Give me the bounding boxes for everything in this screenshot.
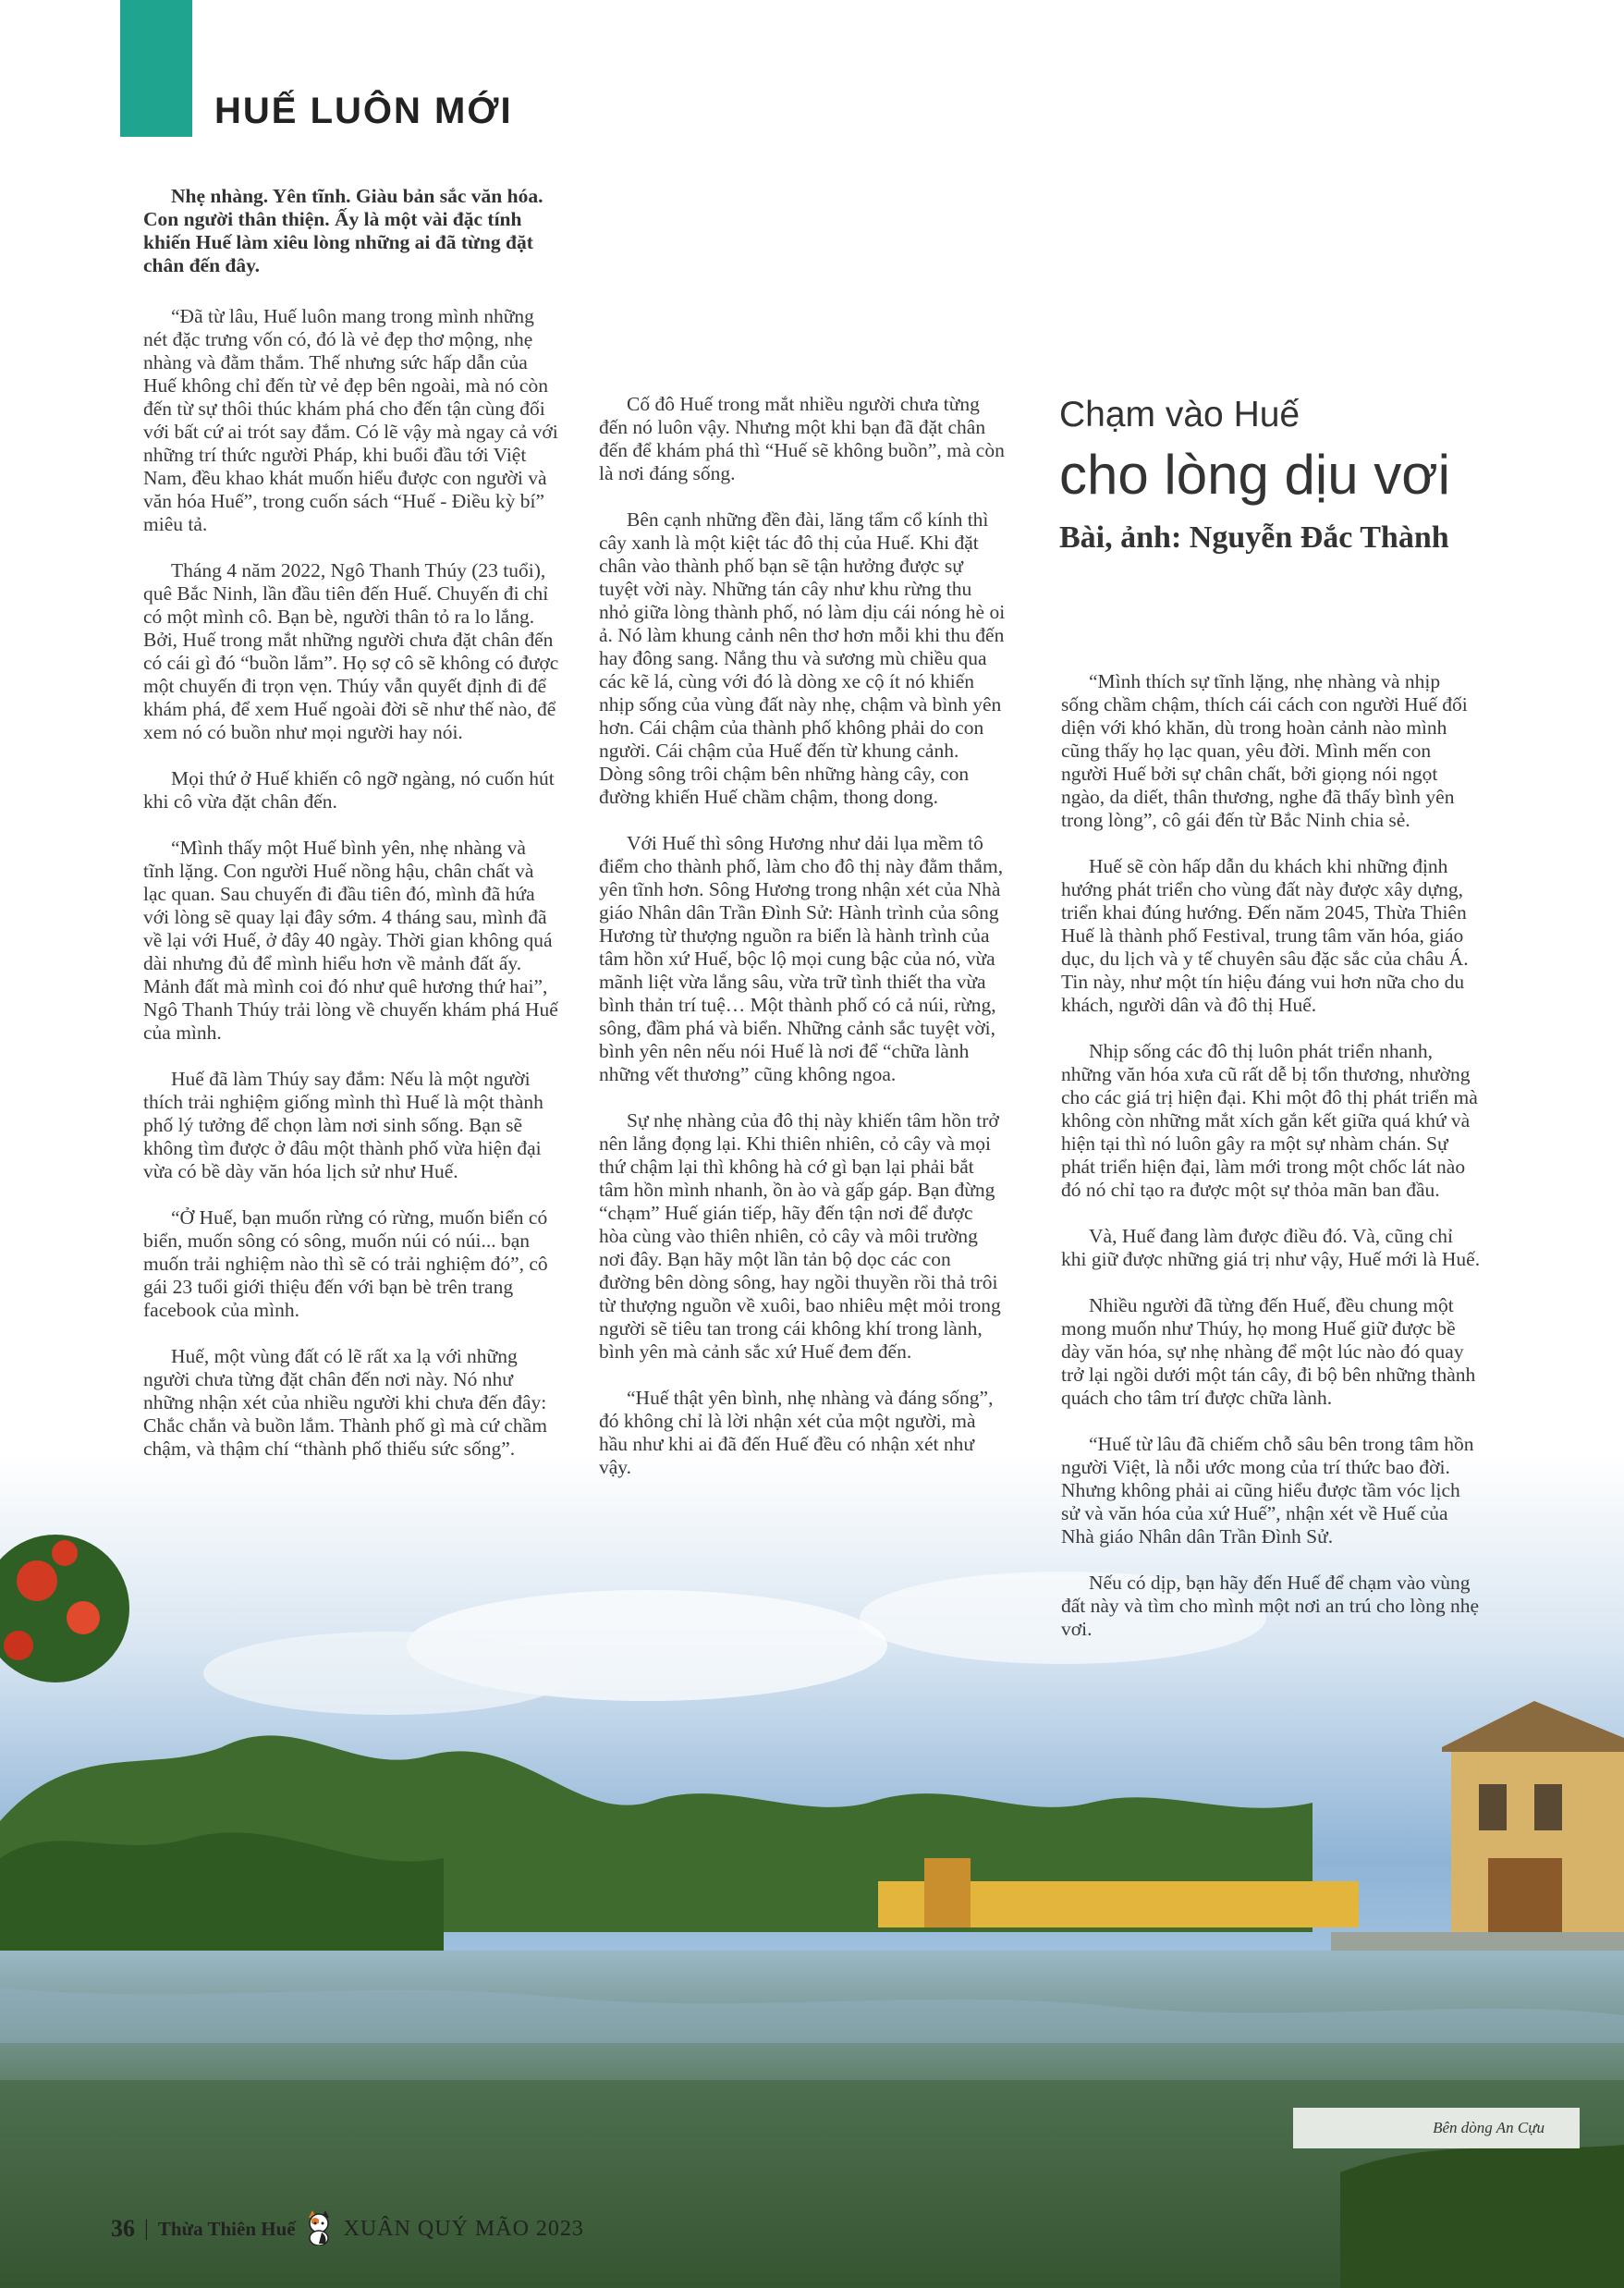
article-column-2 — [599, 393, 1006, 1502]
paragraph: Sự nhẹ nhàng của đô thị này khiến tâm hồn trở nên lắng đọng lại. Khi thiên nhiên, cỏ cây và mọi thứ chậm lại thì không hà cớ gì bạn lại phải bắt tâm hồn mình nhanh, ồn ào và gấp gáp. Bạn đừng “chạm” Huế gián tiếp, hãy đến tận nơi để được hòa cùng vào thiên nhiên, cỏ cây và môi trường nơi đây. Bạn hãy một lần tản bộ dọc các con đường bên dòng sông, hay ngồi thuyền rồi thả trôi từ thượng nguồn về xuôi, bao nhiêu mệt mỏi trong người sẽ tiêu tan trong cái không khí trong lành, bình yên mà cảnh sắc xứ Huế đem đến. — [599, 1109, 1001, 1363]
paragraph: Bên cạnh những đền đài, lăng tẩm cổ kính thì cây xanh là một kiệt tác đô thị của Huế. Khi đặt chân vào thành phố bạn sẽ tận hưởng được sự tuyệt vời này. Những tán cây như khu rừng thu nhỏ giữa lòng thành phố, nó làm dịu cái nóng hè oi ả. Nó làm khung cảnh nên thơ hơn mỗi khi thu đến hay đông sang. Nắng thu và sương mù chiều qua các kẽ lá, cùng với đó là dòng xe cộ ít nó khiến nhịp sống của vùng đất này nhẹ, chậm và bình yên hơn. Cái chậm của thành phố không phải do con người. Cái chậm của Huế đến từ khung cảnh. Dòng sông trôi chậm bên những hàng cây, con đường khiến Huế chầm chậm, thong dong. — [599, 508, 1006, 808]
paragraph: Nhiều người đã từng đến Huế, đều chung một mong muốn như Thúy, họ mong Huế giữ được bề dày văn hóa, sự nhẹ nhàng để một lúc nào đó quay trở lại ngồi dưới một tán cây, đi bộ bên những thành quách cho tâm trí được chữa lành. — [1061, 1294, 1476, 1409]
paragraph: “Mình thích sự tĩnh lặng, nhẹ nhàng và nhịp sống chầm chậm, thích cái cách con người Huế đối diện với khó khăn, dù trong hoàn cảnh nào mình cũng thấy họ lạc quan, yêu đời. Mình mến con người Huế bởi sự chân chất, bởi giọng nói ngọt ngào, da diết, thân thương, nghe đã thấy bình yên trong lòng”, cô gái đến từ Bắc Ninh chia sẻ. — [1061, 670, 1468, 831]
article-byline: Bài, ảnh: Nguyễn Đắc Thành — [1059, 520, 1449, 555]
section-accent-block — [120, 0, 192, 137]
paragraph: Nếu có dịp, bạn hãy đến Huế để chạm vào vùng đất này và tìm cho mình một nơi an trú cho lòng nhẹ vơi. — [1061, 1572, 1480, 1640]
page-number: 36 — [111, 2215, 135, 2242]
paragraph: Cố đô Huế trong mắt nhiều người chưa từng đến nó luôn vậy. Nhưng một khi bạn đã đặt chân đến để khám phá thì “Huế sẽ không buồn”, mà còn là nơi đáng sống. — [599, 393, 1005, 484]
photo-caption: Bên dòng An Cựu — [1293, 2108, 1580, 2148]
paragraph: “Đã từ lâu, Huế luôn mang trong mình những nét đặc trưng vốn có, đó là vẻ đẹp thơ mộng, nhẹ nhàng và đằm thắm. Thế nhưng sức hấp dẫn của Huế không chỉ đến từ vẻ đẹp bên ngoài, mà nó còn đến từ sự thôi thúc khám phá cho đến tận cùng đối với bất cứ ai trót say đắm. Có lẽ vậy mà ngay cả với những trí thức người Pháp, khi buổi đầu tới Việt Nam, đều khao khát muốn hiểu được con người và văn hóa Huế”, trong cuốn sách “Huế - Điều kỳ bí” miêu tả. — [143, 305, 558, 535]
paragraph: “Mình thấy một Huế bình yên, nhẹ nhàng và tĩnh lặng. Con người Huế nồng hậu, chân chất và lạc quan. Sau chuyến đi đầu tiên đó, mình đã hứa với lòng sẽ quay lại đây sớm. 4 tháng sau, mình đã về lại với Huế, ở đây 40 ngày. Thời gian không quá dài nhưng đủ để mình hiểu hơn về mảnh đất ấy. Mảnh đất mà mình coi đó như quê hương thứ hai”, Ngô Thanh Thúy trải lòng về chuyến khám phá Huế của mình. — [143, 837, 558, 1044]
article-lead: Nhẹ nhàng. Yên tĩnh. Giàu bản sắc văn hóa. Con người thân thiện. Ấy là một vài đặc tính khiến Huế làm xiêu lòng những ai đã từng đặt chân đến đây. — [143, 185, 543, 276]
article-title-big: cho lòng dịu vơi — [1059, 444, 1450, 506]
paragraph: “Ở Huế, bạn muốn rừng có rừng, muốn biển có biển, muốn sông có sông, muốn núi có núi... bạn muốn trải nghiệm nào thì sẽ có trải nghiệm đó”, cô gái 23 tuổi giới thiệu đến với bạn bè trên trang facebook của mình. — [143, 1206, 548, 1321]
paragraph: Nhịp sống các đô thị luôn phát triển nhanh, những văn hóa xưa cũ rất dễ bị tổn thương, nhường cho các giá trị hiện đại. Khi một đô thị phát triển mà không còn những mắt xích gắn kết giữa quá khứ và hiện tại thì nó luôn gây ra một sự nhàm chán. Sự phát triển hiện đại, làm mới trong một chốc lát nào đó nó chỉ tạo ra được một sự thỏa mãn ban đầu. — [1061, 1040, 1478, 1201]
paragraph: Huế sẽ còn hấp dẫn du khách khi những định hướng phát triển cho vùng đất này được xây dựng, triển khai đúng hướng. Đến năm 2045, Thừa Thiên Huế là thành phố Festival, trung tâm văn hóa, giáo dục, du lịch và y tế chuyên sâu đặc sắc của châu Á. Tin này, như một tín hiệu đáng vui hơn nữa cho du khách, người dân và đô thị Huế. — [1061, 855, 1469, 1016]
paragraph: Huế, một vùng đất có lẽ rất xa lạ với những người chưa từng đặt chân đến nơi này. Nó như những nhận xét của nhiều người khi chưa đến đây: Chắc chắn và buồn lắm. Thành phố gì mà cứ chầm chậm, và thậm chí “thành phố thiếu sức sống”. — [143, 1345, 547, 1460]
footer-separator: | — [144, 2216, 149, 2241]
cat-logo-icon — [303, 2208, 335, 2250]
paragraph: “Huế thật yên bình, nhẹ nhàng và đáng sống”, đó không chỉ là lời nhận xét của một người, mà hầu như khi ai đã đến Huế đều có nhận xét như vậy. — [599, 1387, 994, 1478]
magazine-name: Thừa Thiên Huế — [157, 2217, 296, 2240]
article-title-block — [1059, 393, 1494, 556]
issue-label: XUÂN QUÝ MÃO 2023 — [343, 2216, 584, 2241]
paragraph: “Huế từ lâu đã chiếm chỗ sâu bên trong tâm hồn người Việt, là nỗi ước mong của trí thức bao đời. Nhưng không phải ai cũng hiểu được tầm vóc lịch sử và văn hóa của xứ Huế”, nhận xét về Huế của Nhà giáo Nhân dân Trần Đình Sử. — [1061, 1433, 1474, 1548]
paragraph: Tháng 4 năm 2022, Ngô Thanh Thúy (23 tuổi), quê Bắc Ninh, lần đầu tiên đến Huế. Chuyến đi chỉ có một mình cô. Bạn bè, người thân tỏ ra lo lắng. Bởi, Huế trong mắt những người chưa đặt chân đến có cái gì đó “buồn lắm”. Họ sợ cô sẽ không có được một chuyến đi trọn vẹn. Thúy vẫn quyết định đi để khám phá, để xem Huế ngoài đời sẽ như thế nào, để xem nó có buồn như mọi người hay nói. — [143, 559, 559, 743]
paragraph: Và, Huế đang làm được điều đó. Và, cũng chỉ khi giữ được những giá trị như vậy, Huế mới là Huế. — [1061, 1225, 1481, 1270]
section-title: HUẾ LUÔN MỚI — [214, 91, 513, 131]
page-footer — [111, 2208, 584, 2250]
paragraph: Với Huế thì sông Hương như dải lụa mềm tô điểm cho thành phố, làm cho đô thị này đằm thắm, yên tĩnh hơn. Sông Hương trong nhận xét của Nhà giáo Nhân dân Trần Đình Sử: Hành trình của sông Hương từ thượng nguồn ra biển là hành trình của tâm hồn xứ Huế, bộc lộ mọi cung bậc của nó, vừa mãnh liệt vừa lắng sâu, vừa trữ tình thiết tha vừa bình thản trí tuệ… Một thành phố có cả núi, rừng, sông, đầm phá và biển. Những cảnh sắc tuyệt vời, bình yên nên nếu nói Huế là nơi để “chữa lành những vết thương” cũng không ngoa. — [599, 832, 1004, 1085]
article-title-small: Chạm vào Huế — [1059, 395, 1300, 434]
paragraph: Huế đã làm Thúy say đắm: Nếu là một người thích trải nghiệm giống mình thì Huế là một thành phố lý tưởng để chọn làm nơi sinh sống. Bạn sẽ không tìm được ở đâu một thành phố vừa hiện đại vừa có bề dày văn hóa lịch sử như Huế. — [143, 1068, 543, 1182]
article-column-1 — [143, 185, 559, 1484]
article-column-3 — [1061, 670, 1482, 1664]
paragraph: Mọi thứ ở Huế khiến cô ngỡ ngàng, nó cuốn hút khi cô vừa đặt chân đến. — [143, 767, 555, 813]
